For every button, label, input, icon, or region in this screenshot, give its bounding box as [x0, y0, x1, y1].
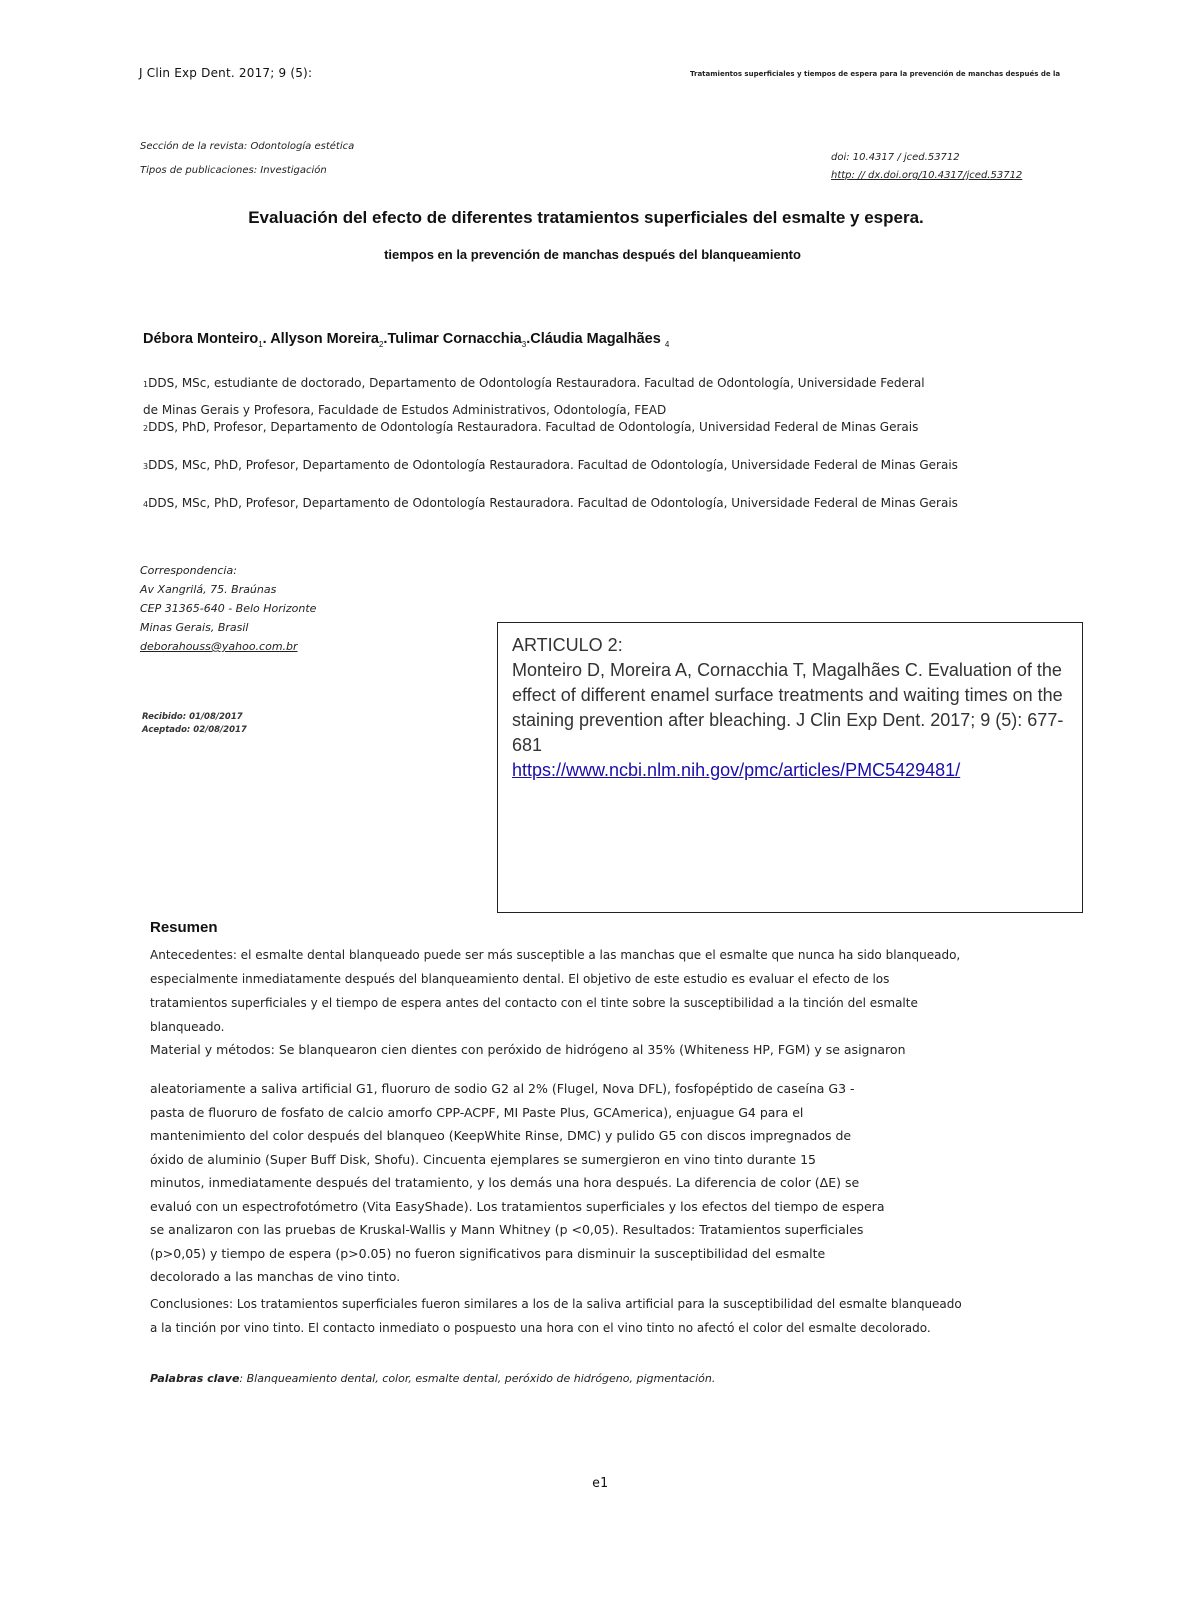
abstract-line: Conclusiones: Los tratamientos superficiales fueron similares a los de la saliva artificial para la susceptibilidad del esmalte blanqueado: [150, 1297, 962, 1311]
article-reference-box: [497, 622, 1083, 913]
affiliation: 3DDS, MSc, PhD, Profesor, Departamento de Odontología Restauradora. Facultad de Odontología, Universidade Federal de Minas Gerais: [143, 458, 958, 472]
keywords: [150, 1372, 715, 1385]
abstract-methods: [150, 1077, 1070, 1289]
abstract-line: tratamientos superficiales y el tiempo de espera antes del contacto con el tinte sobre la susceptibilidad a la tinción del esmalte: [150, 996, 918, 1010]
author-name: Débora Monteiro: [143, 331, 259, 347]
keywords-label: Palabras clave: [150, 1372, 240, 1385]
section-label: Sección de la revista: Odontología estética: [140, 141, 355, 152]
abstract-line: Antecedentes: el esmalte dental blanqueado puede ser más susceptible a las manchas que el esmalte que nunca ha sido blanqueado,: [150, 948, 961, 962]
author-name: Allyson Moreira: [270, 331, 379, 347]
abstract-line: especialmente inmediatamente después del blanqueamiento dental. El objetivo de este estudio es evaluar el efecto de los: [150, 972, 890, 986]
author-mark: 1: [258, 339, 263, 349]
author-name: Tulimar Cornacchia: [387, 331, 522, 347]
address-line: CEP 31365-640 - Belo Horizonte: [140, 602, 317, 615]
doi-text: doi: 10.4317 / jced.53712: [831, 152, 960, 163]
abstract-line: (p>0,05) y tiempo de espera (p>0.05) no fueron significativos para disminuir la susceptibilidad del esmalte: [150, 1245, 826, 1261]
abstract-background: [150, 943, 1070, 1039]
abstract-line: mantenimiento del color después del blanqueo (KeepWhite Rinse, DMC) y pulido G5 con discos impregnados de: [150, 1128, 852, 1143]
keywords-text: : Blanqueamiento dental, color, esmalte dental, peróxido de hidrógeno, pigmentación.: [239, 1372, 716, 1385]
address-line: Minas Gerais, Brasil: [140, 621, 249, 634]
abstract-line: aleatoriamente a saliva artificial G1, fluoruro de sodio G2 al 2% (Flugel, Nova DFL), fosfopéptido de caseína G3 -: [150, 1081, 855, 1096]
doi-link[interactable]: http: // dx.doi.org/10.4317/jced.53712: [831, 170, 1023, 181]
affiliation: de Minas Gerais y Profesora, Faculdade de Estudos Administrativos, Odontología, FEAD: [143, 403, 667, 417]
pmc-link[interactable]: https://www.ncbi.nlm.nih.gov/pmc/articles/PMC5429481/: [512, 760, 961, 780]
affiliation: 2DDS, PhD, Profesor, Departamento de Odontología Restauradora. Facultad de Odontología, Universidad Federal de Minas Gerais: [143, 420, 919, 434]
publication-type: Tipos de publicaciones: Investigación: [140, 165, 327, 176]
email-link[interactable]: deborahouss@yahoo.com.br: [140, 640, 298, 653]
abstract-line: a la tinción por vino tinto. El contacto inmediato o pospuesto una hora con el vino tinto no afectó el color del esmalte decolorado.: [150, 1321, 931, 1335]
author-mark: 4: [664, 339, 670, 349]
page-number: e1: [592, 1476, 608, 1491]
received-date: Recibido: 01/08/2017: [142, 712, 243, 722]
abstract-line: se analizaron con las pruebas de Kruskal-Wallis y Mann Whitney (p <0,05). Resultados: Tratamientos superficiales: [150, 1222, 864, 1237]
box-citation: Monteiro D, Moreira A, Cornacchia T, Magalhães C. Evaluation of the effect of different enamel surface treatments and waiting times on the staining prevention after bleaching. J Clin Exp Dent. 2017; 9 (5): 677-681: [512, 660, 1064, 755]
author-list: Débora Monteiro$_1$. Allyson Moreira$_2$.Tulimar Cornacchia$_3$.Cláudia Magalhães $_4$: [143, 331, 670, 349]
affiliation: 1DDS, MSc, estudiante de doctorado, Departamento de Odontología Restauradora. Facultad de Odontología, Universidade Federal: [143, 376, 925, 390]
abstract-line: blanqueado.: [150, 1020, 225, 1034]
abstract-line: óxido de aluminio (Super Buff Disk, Shofu). Cincuenta ejemplares se sumergieron en vino tinto durante 15: [150, 1151, 816, 1167]
article-subtitle: tiempos en la prevención de manchas después del blanqueamiento: [384, 247, 801, 262]
journal-header: J Clin Exp Dent. 2017; 9 (5):: [139, 66, 313, 80]
affiliation: 4DDS, MSc, PhD, Profesor, Departamento de Odontología Restauradora. Facultad de Odontología, Universidade Federal de Minas Gerais: [143, 496, 958, 510]
author-mark: 2: [378, 339, 384, 349]
accepted-date: Aceptado: 02/08/2017: [142, 725, 247, 735]
abstract-line: evaluó con un espectrofotómetro (Vita EasyShade). Los tratamientos superficiales y los efectos del tiempo de espera: [150, 1198, 885, 1214]
address-line: Av Xangrilá, 75. Braúnas: [140, 583, 277, 596]
dates-block: [142, 711, 247, 737]
abstract-line: decolorado a las manchas de vino tinto.: [150, 1269, 401, 1284]
author-mark: 3: [521, 339, 527, 349]
box-heading: ARTICULO 2:: [512, 635, 623, 655]
abstract-methods-first: Material y métodos: Se blanquearon cien dientes con peróxido de hidrógeno al 35% (Whiteness HP, FGM) y se asignaron: [150, 1042, 906, 1057]
correspondence-label: Correspondencia:: [140, 564, 237, 577]
running-title: Tratamientos superficiales y tiempos de espera para la prevención de manchas después de la: [690, 70, 1061, 78]
author-name: Cláudia Magalhães: [530, 331, 661, 347]
abstract-heading: Resumen: [150, 919, 218, 936]
article-title: Evaluación del efecto de diferentes tratamientos superficiales del esmalte y espera.: [248, 208, 924, 227]
abstract-line: pasta de fluoruro de fosfato de calcio amorfo CPP-ACPF, MI Paste Plus, GCAmerica), enjuague G4 para el: [150, 1104, 804, 1120]
abstract-line: minutos, inmediatamente después del tratamiento, y los demás una hora después. La diferencia de color (ΔE) se: [150, 1175, 860, 1190]
abstract-conclusions: [150, 1292, 1070, 1340]
correspondence-block: [140, 561, 316, 656]
